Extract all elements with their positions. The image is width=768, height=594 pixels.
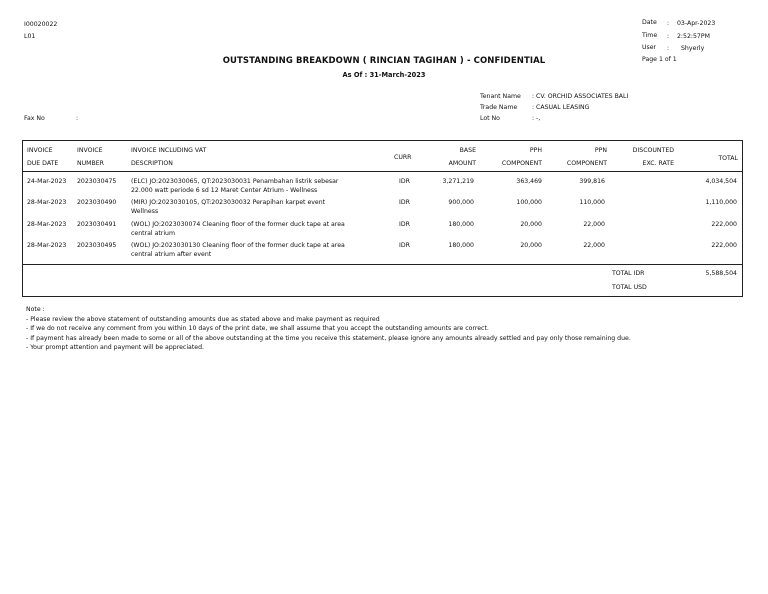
- row-ppn: 110,000: [579, 199, 605, 206]
- row-pph: 100,000: [516, 199, 542, 206]
- fax-no-label: Fax No: [24, 115, 45, 122]
- row-description: (WOL) JO:2023030130 Cleaning floor of the former duck tape at area: [131, 242, 345, 249]
- row-description-line2: 22.000 watt periode 6 sd 12 Maret Center Atrium - Wellness: [131, 187, 318, 194]
- row-ppn: 399,816: [579, 178, 605, 185]
- notes-title: Note :: [26, 306, 45, 313]
- total-idr-value: 5,588,504: [705, 270, 737, 277]
- header-ppn-component: COMPONENT: [566, 160, 607, 167]
- location-code: L01: [24, 33, 36, 40]
- time-value: 2:52:57PM: [677, 33, 710, 40]
- table-body-divider: [22, 264, 743, 265]
- fax-no-value: :: [76, 115, 79, 122]
- user-label: User: [642, 44, 657, 51]
- document-code: I00020022: [24, 21, 58, 28]
- time-colon: :: [667, 33, 670, 40]
- row-ppn: 22,000: [583, 221, 605, 228]
- header-amount: AMOUNT: [448, 160, 476, 167]
- row-invoice-number: 2023030491: [77, 221, 117, 228]
- total-idr-label: TOTAL IDR: [612, 270, 645, 277]
- note-line: - If we do not receive any comment from you within 10 days of the print date, we shall assume that you accept the outstanding amounts are correct.: [26, 325, 489, 332]
- row-pph: 363,469: [516, 178, 542, 185]
- row-total: 4,034,504: [705, 178, 737, 185]
- header-curr: CURR: [394, 154, 412, 161]
- note-line: - Your prompt attention and payment will be appreciated.: [26, 344, 204, 351]
- row-due-date: 28-Mar-2023: [27, 242, 67, 249]
- header-exc-rate: EXC. RATE: [642, 160, 674, 167]
- page-info: Page 1 of 1: [642, 56, 677, 63]
- row-description: (ELC) JO:2023030065, QT:2023030031 Penambahan listrik sebesar: [131, 178, 339, 185]
- user-colon: :: [667, 45, 670, 52]
- row-invoice-number: 2023030475: [77, 178, 117, 185]
- date-value: 03-Apr-2023: [677, 20, 716, 27]
- header-ppn: PPN: [594, 147, 607, 154]
- row-ppn: 22,000: [583, 242, 605, 249]
- row-description-line2: central atrium after event: [131, 251, 212, 258]
- trade-name-value: : CASUAL LEASING: [532, 104, 590, 111]
- row-total: 1,110,000: [705, 199, 737, 206]
- row-total: 222,000: [711, 242, 737, 249]
- row-description: (WOL) JO:2023030074 Cleaning floor of the former duck tape at area: [131, 221, 345, 228]
- header-invoice-num: INVOICE: [77, 147, 103, 154]
- header-invoice-due: INVOICE: [27, 147, 53, 154]
- as-of-date: As Of : 31-March-2023: [342, 71, 426, 79]
- row-base-amount: 900,000: [448, 199, 474, 206]
- trade-name-label: Trade Name: [480, 104, 518, 111]
- page-title: OUTSTANDING BREAKDOWN ( RINCIAN TAGIHAN ) - CONFIDENTIAL: [222, 56, 546, 66]
- row-currency: IDR: [399, 221, 410, 228]
- date-colon: :: [667, 20, 670, 27]
- row-invoice-number: 2023030495: [77, 242, 117, 249]
- date-label: Date: [642, 19, 657, 26]
- row-base-amount: 180,000: [448, 221, 474, 228]
- header-discounted: DISCOUNTED: [632, 147, 674, 154]
- header-pph-component: COMPONENT: [501, 160, 542, 167]
- row-currency: IDR: [399, 199, 410, 206]
- row-total: 222,000: [711, 221, 737, 228]
- note-line: - Please review the above statement of outstanding amounts due as stated above and make payment as required: [26, 315, 380, 323]
- total-usd-label: TOTAL USD: [612, 284, 647, 291]
- row-invoice-number: 2023030490: [77, 199, 117, 206]
- header-base: BASE: [459, 147, 476, 154]
- header-pph: PPH: [529, 147, 542, 154]
- lot-no-label: Lot No: [480, 115, 500, 122]
- row-due-date: 28-Mar-2023: [27, 221, 67, 228]
- row-pph: 20,000: [520, 221, 542, 228]
- note-line: - If payment has already been made to some or all of the above outstanding at the time you receive this statement, please ignore any amounts already settled and pay only those remaining due.: [26, 334, 631, 342]
- header-invoice-vat: INVOICE INCLUDING VAT: [131, 147, 207, 154]
- row-pph: 20,000: [520, 242, 542, 249]
- tenant-name-value: : CV. ORCHID ASSOCIATES BALI: [532, 93, 629, 100]
- header-due-date: DUE DATE: [27, 160, 59, 167]
- user-value: Shyerly: [681, 45, 705, 52]
- header-number: NUMBER: [77, 160, 104, 167]
- tenant-name-label: Tenant Name: [480, 93, 521, 100]
- row-currency: IDR: [399, 242, 410, 249]
- row-currency: IDR: [399, 178, 410, 185]
- lot-no-value: : -,: [532, 115, 541, 122]
- table-header-divider: [22, 171, 743, 172]
- time-label: Time: [642, 32, 658, 39]
- header-description: DESCRIPTION: [131, 160, 173, 167]
- row-base-amount: 3,271,219: [442, 178, 474, 185]
- row-due-date: 28-Mar-2023: [27, 199, 67, 206]
- header-total: TOTAL: [718, 155, 738, 162]
- row-due-date: 24-Mar-2023: [27, 178, 67, 185]
- row-description: (MIR) JO:2023030105, QT:2023030032 Perapihan karpet event: [131, 199, 326, 206]
- row-description-line2: central atrium: [131, 230, 176, 237]
- notes-section: [26, 305, 631, 353]
- row-base-amount: 180,000: [448, 242, 474, 249]
- row-description-line2: Wellness: [131, 208, 159, 215]
